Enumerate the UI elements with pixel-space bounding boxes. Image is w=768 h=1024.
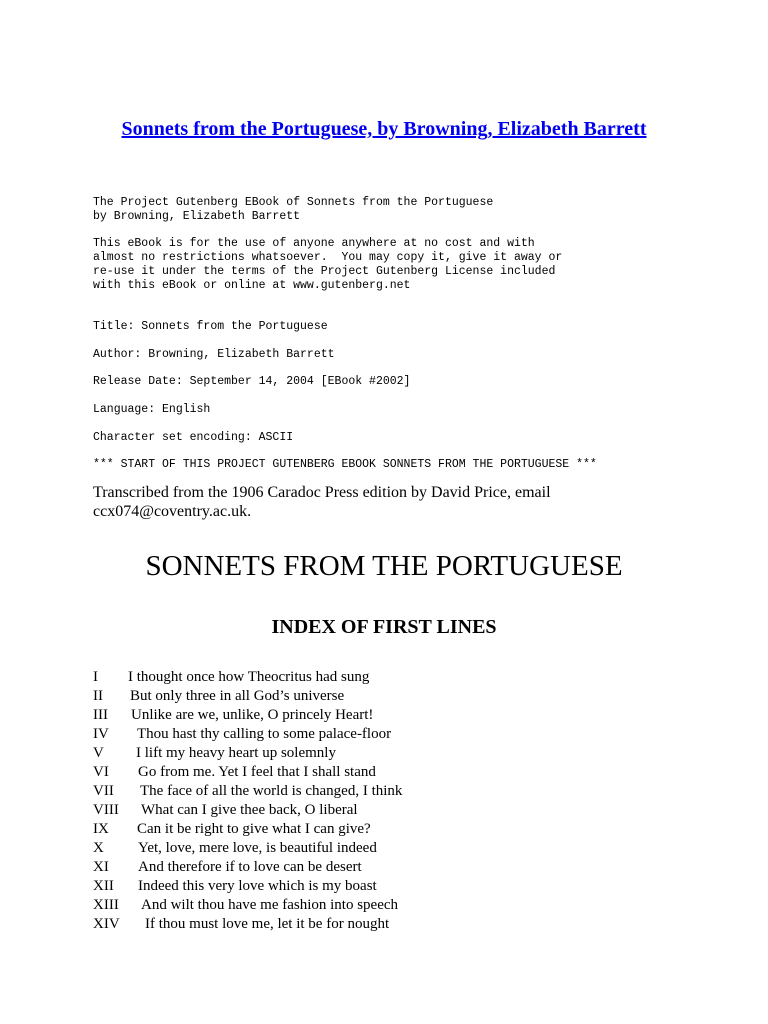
sonnet-numeral: XIII [93,897,119,913]
index-row [93,687,653,706]
index-row [93,915,653,934]
meta-charset: Character set encoding: ASCII [93,431,294,444]
first-line-text: If thou must love me, let it be for nought [145,916,390,932]
sonnet-numeral: IX [93,821,109,837]
first-line-text: But only three in all God’s universe [130,688,345,704]
index-row [93,782,653,801]
first-line-text: Go from me. Yet I feel that I shall stand [138,764,376,780]
meta-release-date: Release Date: September 14, 2004 [EBook #2002] [93,375,411,388]
first-line-text: Yet, love, mere love, is beautiful indeed [138,840,377,856]
index-row [93,877,653,896]
index-row [93,820,653,839]
first-line-text: I thought once how Theocritus had sung [128,669,370,685]
header-text: The Project Gutenberg EBook of Sonnets from the Portuguese by Browning, Elizabeth Barrett This eBook is for the use of anyone anywhere at no cost and with almost no restrictions whatsoever. You may copy it, give it away or re-use it under the terms of the Project Gutenberg License included with this eBook or online at www.gutenberg.net [93,196,563,292]
index-row [93,668,653,687]
first-line-text: The face of all the world is changed, I think [140,783,403,799]
meta-language: Language: English [93,403,211,416]
sonnet-numeral: XI [93,859,109,875]
index-row [93,858,653,877]
first-line-text: Thou hast thy calling to some palace-floor [137,726,392,742]
sonnet-numeral: VII [93,783,114,799]
index-row [93,896,653,915]
sonnet-numeral: III [93,707,108,723]
first-lines-index [93,668,653,934]
index-row [93,706,653,725]
sonnet-numeral: IV [93,726,109,742]
sonnet-numeral: II [93,688,103,704]
meta-author: Author: Browning, Elizabeth Barrett [93,348,335,361]
title-link[interactable]: Sonnets from the Portuguese, by Browning, Elizabeth Barrett [121,118,647,140]
index-heading: INDEX OF FIRST LINES [271,616,497,638]
sonnet-numeral: VI [93,764,109,780]
sonnet-numeral: I [93,669,98,685]
main-heading: SONNETS FROM THE PORTUGUESE [145,550,623,582]
sonnet-numeral: X [93,840,104,856]
first-line-text: Indeed this very love which is my boast [138,878,377,894]
transcribed-note: Transcribed from the 1906 Caradoc Press edition by David Price, email ccx074@coventry.ac.uk. [93,484,551,520]
first-line-text: I lift my heavy heart up solemnly [136,745,336,761]
start-marker: *** START OF THIS PROJECT GUTENBERG EBOOK SONNETS FROM THE PORTUGUESE *** [93,458,597,471]
meta-title: Title: Sonnets from the Portuguese [93,320,328,333]
index-row [93,801,653,820]
sonnet-numeral: VIII [93,802,119,818]
index-row [93,744,653,763]
index-row [93,839,653,858]
sonnet-numeral: XII [93,878,114,894]
first-line-text: Can it be right to give what I can give? [137,821,371,837]
first-line-text: And therefore if to love can be desert [138,859,362,875]
first-line-text: Unlike are we, unlike, O princely Heart! [131,707,374,723]
index-row [93,763,653,782]
first-line-text: What can I give thee back, O liberal [141,802,358,818]
sonnet-numeral: XIV [93,916,120,932]
index-row [93,725,653,744]
sonnet-numeral: V [93,745,104,761]
first-line-text: And wilt thou have me fashion into speech [141,897,399,913]
